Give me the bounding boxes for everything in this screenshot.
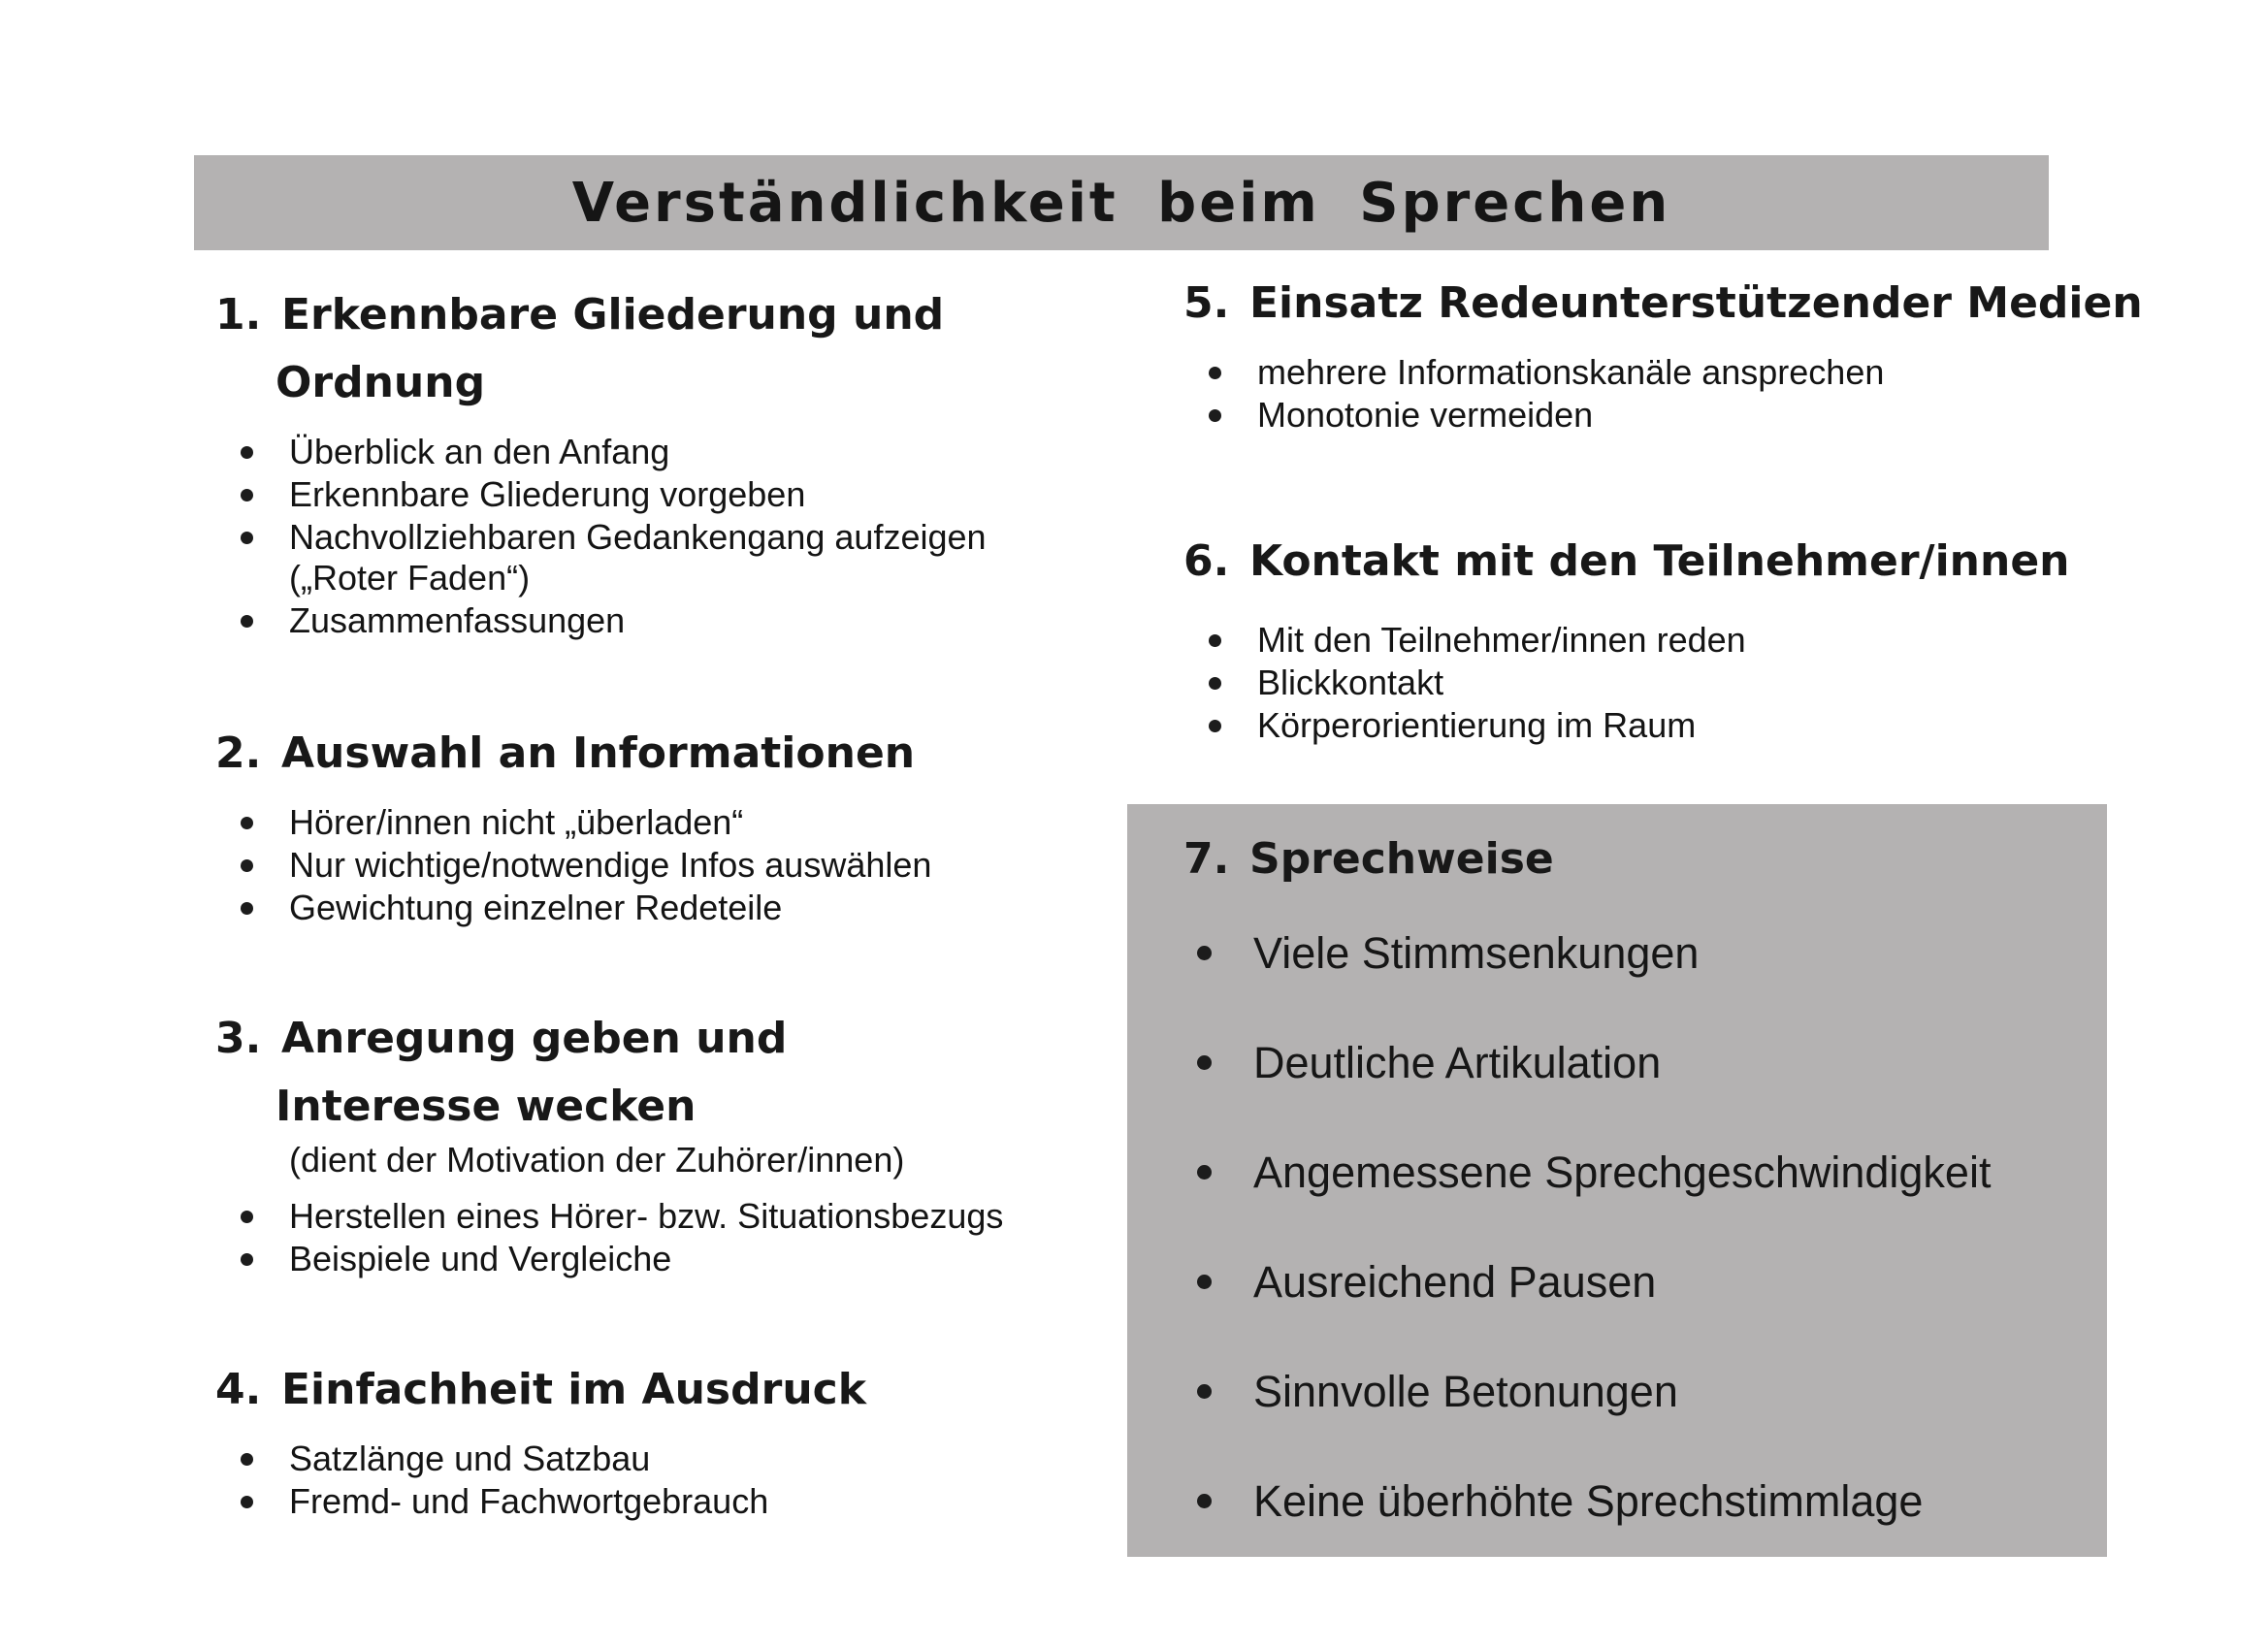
section-1 bbox=[215, 281, 1088, 642]
section-3-heading-line1: Anregung geben und bbox=[281, 1014, 788, 1063]
list-item: Beispiele und Vergleiche bbox=[215, 1238, 1088, 1280]
section-6 bbox=[1183, 528, 2251, 747]
section-7-list bbox=[1183, 924, 1991, 1582]
list-item: Satzlänge und Satzbau bbox=[215, 1438, 1088, 1480]
section-6-heading bbox=[1183, 528, 2251, 596]
section-3-heading-line2: Interesse wecken bbox=[275, 1082, 697, 1131]
page-title: Verständlichkeit beim Sprechen bbox=[571, 171, 1671, 235]
section-3-note: (dient der Motivation der Zuhörer/innen) bbox=[289, 1140, 905, 1180]
section-4-heading bbox=[215, 1356, 1088, 1424]
section-1-list bbox=[215, 431, 1088, 642]
list-item: Herstellen eines Hörer- bzw. Situationsbezugs bbox=[215, 1195, 1088, 1238]
section-5-heading bbox=[1183, 270, 2251, 338]
section-2-heading bbox=[215, 720, 1088, 788]
section-5 bbox=[1183, 270, 2251, 436]
section-2-list bbox=[215, 801, 1088, 929]
section-7-heading-text: Sprechweise bbox=[1249, 834, 1554, 884]
list-item: Zusammenfassungen bbox=[215, 599, 1088, 642]
section-4-number: 4. bbox=[215, 1365, 262, 1414]
list-item: Mit den Teilnehmer/innen reden bbox=[1183, 619, 2251, 662]
section-3-list bbox=[215, 1195, 1088, 1280]
section-7-box bbox=[1127, 804, 2107, 1557]
title-bar bbox=[194, 155, 2049, 250]
list-item-continuation: („Roter Faden“) bbox=[289, 558, 531, 598]
section-5-number: 5. bbox=[1183, 278, 1230, 328]
list-item: Fremd- und Fachwortgebrauch bbox=[215, 1480, 1088, 1523]
list-item: Angemessene Sprechgeschwindigkeit bbox=[1183, 1144, 1991, 1253]
list-item: Nur wichtige/notwendige Infos auswählen bbox=[215, 844, 1088, 887]
list-item: Körperorientierung im Raum bbox=[1183, 704, 2251, 747]
list-item: Viele Stimmsenkungen bbox=[1183, 924, 1991, 1034]
section-4-list bbox=[215, 1438, 1088, 1523]
list-item: mehrere Informationskanäle ansprechen bbox=[1183, 351, 2251, 394]
section-4-heading-text: Einfachheit im Ausdruck bbox=[281, 1365, 866, 1414]
section-2-heading-text: Auswahl an Informationen bbox=[281, 728, 916, 778]
section-6-number: 6. bbox=[1183, 536, 1230, 586]
list-item: Monotonie vermeiden bbox=[1183, 394, 2251, 436]
section-3-heading bbox=[215, 1005, 1088, 1141]
list-item: Sinnvolle Betonungen bbox=[1183, 1363, 1991, 1472]
section-4 bbox=[215, 1356, 1088, 1523]
section-1-heading-line1: Erkennbare Gliederung und bbox=[281, 290, 945, 340]
list-item: Hörer/innen nicht „überladen“ bbox=[215, 801, 1088, 844]
list-item: Deutliche Artikulation bbox=[1183, 1034, 1991, 1144]
list-item: Ausreichend Pausen bbox=[1183, 1253, 1991, 1363]
section-1-number: 1. bbox=[215, 290, 262, 340]
section-6-heading-text: Kontakt mit den Teilnehmer/innen bbox=[1249, 536, 2070, 586]
section-7-number: 7. bbox=[1183, 834, 1230, 884]
section-2-number: 2. bbox=[215, 728, 262, 778]
list-item: Nachvollziehbaren Gedankengang aufzeigen bbox=[215, 516, 1088, 559]
section-7-heading bbox=[1183, 825, 1554, 893]
list-item: Erkennbare Gliederung vorgeben bbox=[215, 473, 1088, 516]
section-3-number: 3. bbox=[215, 1014, 262, 1063]
list-item: Keine überhöhte Sprechstimmlage bbox=[1183, 1472, 1991, 1582]
section-6-list bbox=[1183, 619, 2251, 747]
section-5-heading-text: Einsatz Redeunterstützender Medien bbox=[1249, 278, 2143, 328]
list-item: Überblick an den Anfang bbox=[215, 431, 1088, 473]
section-3 bbox=[215, 1005, 1088, 1280]
section-2 bbox=[215, 720, 1088, 929]
section-1-heading bbox=[215, 281, 1088, 417]
list-item: Blickkontakt bbox=[1183, 662, 2251, 704]
list-item: Gewichtung einzelner Redeteile bbox=[215, 887, 1088, 929]
section-1-heading-line2: Ordnung bbox=[275, 358, 486, 407]
section-5-list bbox=[1183, 351, 2251, 436]
